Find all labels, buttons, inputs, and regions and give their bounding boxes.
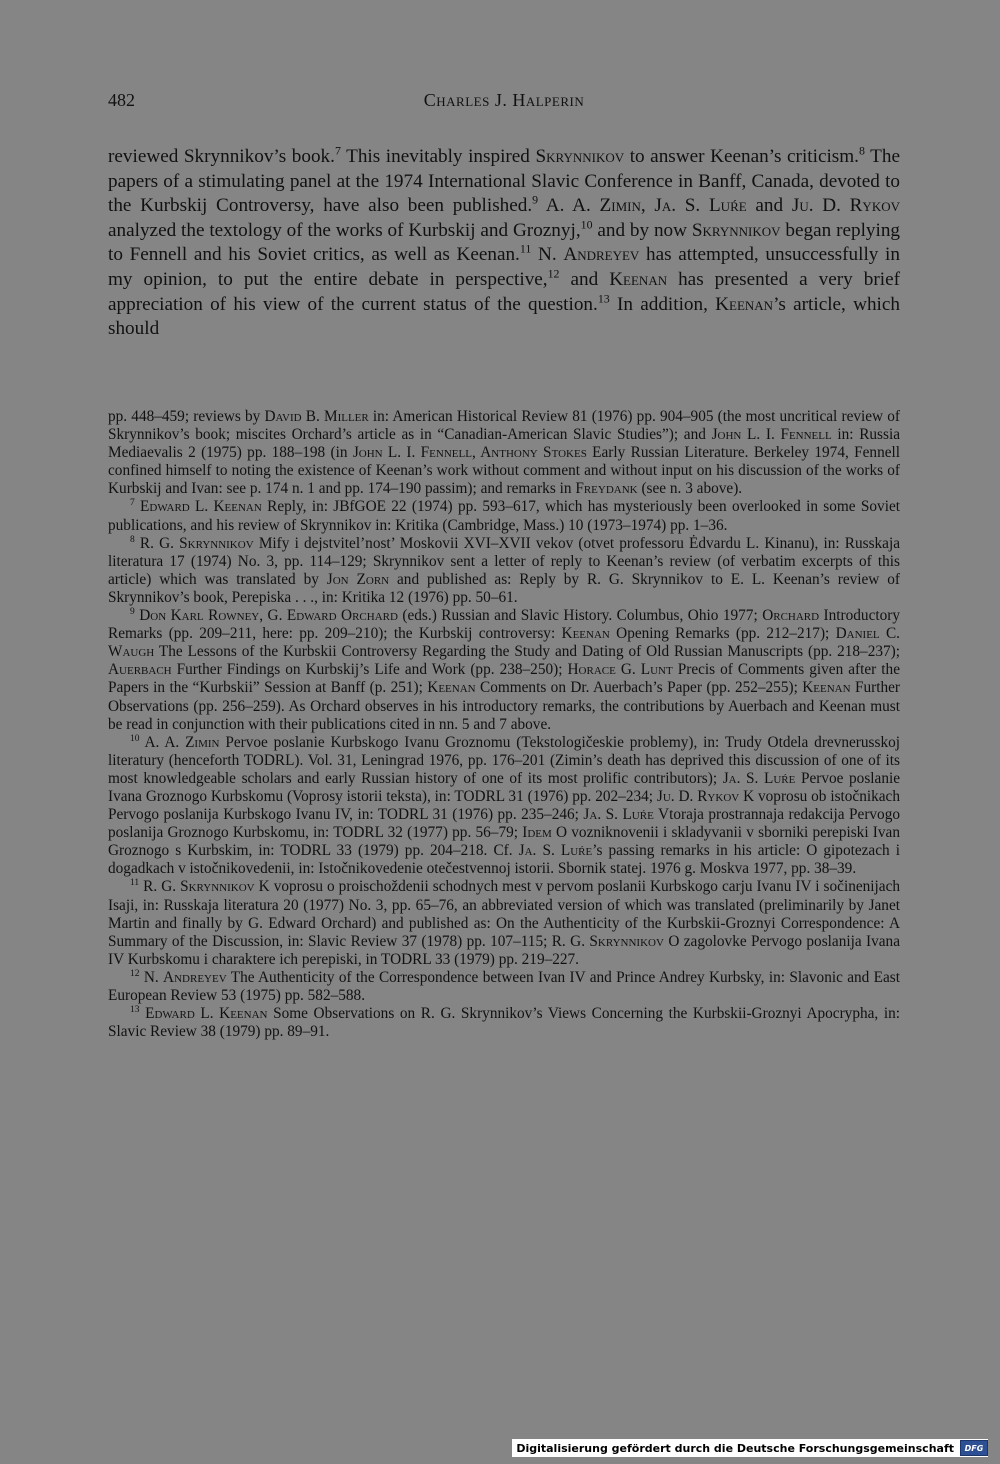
footnote [108, 734, 900, 879]
author-name: Keenan [802, 679, 851, 697]
text-run: Opening Remarks (pp. 212–217); [609, 625, 836, 643]
text-run: Vtoraja prostrannaja redakcija Pervogo poslanija Groznogo Kurbskomu, in: TODRL 32 (1977) pp. 56–79; [108, 806, 901, 842]
text-run: Pervoe poslanie Ivana Groznogo Kurbskomu (Voprosy istorii teksta), in: TODRL 31 (1976) pp. 202–234; [108, 769, 901, 805]
author-name: David B. Miller [264, 408, 369, 425]
author-name: Horace G. Lunt [567, 661, 673, 679]
author-name: Keenan [609, 268, 668, 290]
text-run: In addition, [609, 293, 716, 315]
author-name: Freydank [575, 480, 638, 498]
author-name: Ja. S. Luŕe [722, 769, 796, 787]
text-run: K voprosu ob istočnikach Pervogo poslanija Kurbskogo Ivanu IV, in: TODRL 31 (1976) pp. 235–246; [108, 787, 900, 824]
note-reference: 7 [130, 498, 135, 509]
author-name: Ja. S. Luŕe [518, 842, 593, 860]
text-run: The Lessons of the Kurbskii Controversy Regarding the Study and Dating of Old Russian Manuscripts (pp. 218–237); [154, 643, 900, 661]
author-name: Zimin [599, 195, 641, 217]
note-reference: 13 [130, 1005, 140, 1015]
text-run: A. A. [538, 195, 600, 217]
text-run: has presented a very brief appreciation of his view of the current status of the question. [108, 268, 900, 315]
note-reference: 12 [130, 968, 140, 979]
text-run: has attempted, unsuccessfully in my opinion, to put the entire debate in perspective, [108, 244, 900, 290]
author-name: Andreyev [563, 244, 640, 266]
text-run: Reply, in: JBfGOE 22 (1974) pp. 593–617, which has mysteriously been overlooked in some Soviet publications, and his review of Skrynnikov in: Kritika (Cambridge, Mass.) 10 (1973–1974) pp. 1–36. [108, 498, 900, 534]
text-run: Further Observations (pp. 256–259). As Orchard observes in his introductory remarks, the contributions by Auerbach and Keenan must be read in conjunction with their publications cited in nn. 5 and 7 above. [108, 679, 900, 733]
text-run: and published as: Reply by R. G. Skrynnikov to E. L. Keenan’s review of Skrynnikov’s book, Perepiska . . ., in: Kritika 12 (1976) pp. 50–61. [108, 570, 901, 606]
text-run: A. A. [139, 733, 186, 751]
author-name: Ju. D. Rykov [791, 195, 900, 217]
text-run: R. G. [139, 878, 181, 896]
page-number: 482 [108, 90, 135, 110]
author-name: Ja. S. Luŕe [654, 195, 747, 217]
author-name: Edward L. Keenan [145, 1005, 268, 1023]
footnote [108, 1005, 900, 1041]
author-name: Skrynnikov [535, 146, 625, 167]
text-run: This inevitably inspired [340, 146, 536, 167]
author-name: Skrynnikov [589, 932, 664, 950]
author-name: Keenan [561, 625, 610, 643]
text-run: Comments on Dr. Auerbach’s Paper (pp. 252–255); [475, 679, 803, 697]
note-reference: 11 [130, 878, 140, 889]
footnote [108, 607, 900, 734]
text-run: O zagolovke Pervogo poslanija Ivana IV Kurbskomu i charaktere ich perepiski, in TODRL 33 (1979) pp. 219–227. [108, 932, 900, 968]
author-name: Keenan [427, 679, 476, 697]
text-run: O vozniknovenii i skladyvanii v sborniki perepiski Ivan Groznogo s Kurbskim, in: TODRL 33 (1979) pp. 204–218. Cf. [108, 824, 900, 860]
digitization-credit [512, 1439, 988, 1457]
author-name: Don Karl Rowney, G. Edward Orchard [139, 607, 398, 625]
author-name: Andreyev [163, 968, 227, 986]
text-run: The papers of a stimulating panel at the 1974 International Slavic Conference in Banff, Canada, devoted to the Kurbskij Controversy, have also been published. [108, 146, 900, 217]
dfg-logo-icon: DFG [960, 1440, 988, 1456]
running-title: Charles J. Halperin [423, 90, 585, 110]
author-name: Orchard [762, 607, 820, 625]
text-run: and [559, 268, 610, 290]
text-run: K voprosu o proischoždenii schodnych mest v pervom poslanii Kurbskogo carju Ivanu IV i sočinenijach Isaji, in: Russkaja literatura 20 (1977) No. 3, pp. 65–76, an abbreviated version of which was translated (preliminarily by Janet Martin and finally by G. Edward Orchard) and published as: On the Authenticity of the Kurbskii-Groznyi Correspondence: A Summary of the Discussion, in: Slavic Review 37 (1978) pp. 107–115; R. G. [108, 878, 901, 950]
text-run: Pervoe poslanie Kurbskogo Ivanu Groznomu (Tekstologičeskie problemy), in: Trudy Otdela drevnerusskoj literatury (henceforth TODRL). Vol. 31, Leningrad 1976, pp. 176–201 (Zimin’s death has deprived this discussion of one of its most knowledgeable scholars and early Russian history of one of its most prolific contributors); [108, 733, 900, 787]
text-run: in: Russia Mediaevalis 2 (1975) pp. 188–198 (in [108, 426, 901, 462]
text-run: to answer Keenan’s criticism. [624, 146, 859, 167]
text-run: Precis of Comments given after the Papers in the “Kurbskii” Session at Banff (p. 251); [108, 661, 900, 697]
note-reference: 9 [130, 606, 135, 617]
text-run: pp. 448–459; reviews by [108, 408, 265, 425]
text-run: (see n. 3 above). [637, 480, 743, 498]
footnote [108, 878, 900, 968]
text-run: and [746, 195, 792, 217]
text-run: N. [531, 244, 564, 266]
note-reference: 10 [580, 217, 593, 232]
text-run: Mify i dejstvitel’nost’ Moskovii XVI–XVII vekov (otvet professoru Ėdvardu L. Kinanu), in: Russkaja literatura 17 (1974) No. 3, pp. 114–129; Skrynnikov sent a letter of reply to Keenan’s review (of verbatim excerpts of this article) which was translated by [108, 534, 900, 588]
author-name: Jon Zorn [326, 570, 390, 588]
text-run: ’s article, which should [108, 293, 901, 340]
footnote [108, 969, 900, 1005]
author-name: Idem [522, 824, 552, 842]
author-name: Ja. S. Luŕe [583, 806, 654, 824]
author-name: Zimin [185, 733, 220, 751]
note-reference: 12 [547, 266, 560, 281]
note-reference: 9 [532, 192, 539, 207]
author-name: Keenan [715, 293, 774, 315]
text-run: The Authenticity of the Correspondence between Ivan IV and Prince Andrey Kurbsky, in: Slavonic and East European Review 53 (1975) pp. 582–588. [108, 968, 900, 1004]
note-reference: 7 [334, 143, 341, 158]
text-run: (eds.) Russian and Slavic History. Columbus, Ohio 1977; [397, 607, 763, 625]
note-reference: 10 [130, 733, 140, 744]
text-run: reviewed Skrynnikov’s book. [108, 146, 335, 167]
note-reference: 11 [519, 241, 532, 256]
author-name: R. G. Skrynnikov [139, 534, 254, 552]
text-run: Further Findings on Kurbskij’s Life and Work (pp. 238–250); [171, 661, 568, 679]
note-reference: 13 [597, 291, 610, 306]
text-run: N. [139, 968, 164, 986]
footnote-continuation [108, 408, 900, 498]
author-name: Ju. D. Rykov [656, 787, 740, 805]
text-run: and by now [592, 219, 692, 241]
footnotes-section [108, 408, 900, 1041]
author-name: John L. I. Fennell, Anthony Stokes [352, 444, 587, 462]
text-run: in: American Historical Review 81 (1976) pp. 904–905 (the most uncritical review of Skrynnikov’s book; miscites Orchard’s article as in “Canadian-American Slavic Studies”); and [108, 408, 901, 444]
text-run: began replying to Fennell and his Soviet critics, as well as Keenan. [108, 219, 901, 266]
note-reference: 8 [858, 143, 865, 158]
text-run: ’s passing remarks in his article: O gipotezach i dogadkach v istočnikovedenii, in: Istočnikovedenie otečestvennoj istorii. Sbornik statej. 1976 g. Moskva 1977, pp. 38–39. [108, 842, 900, 878]
note-reference: 8 [130, 534, 135, 545]
running-header [108, 90, 900, 116]
author-name: John L. I. Fennell [711, 426, 832, 444]
footnote [108, 498, 900, 534]
text-run: analyzed the textology of the works of Kurbskij and Groznyj, [108, 219, 581, 241]
footnote [108, 535, 900, 607]
text-run: Introductory Remarks (pp. 209–211, here: pp. 209–210); the Kurbskij controversy: [108, 607, 901, 643]
text-run: Some Observations on R. G. Skrynnikov’s Views Concerning the Kurbskii-Groznyi Apocrypha, in: Slavic Review 38 (1979) pp. 89–91. [108, 1005, 900, 1041]
text-run: Early Russian Literature. Berkeley 1974, Fennell confined himself to noting the existence of Keenan’s work without comment and without input on his discussion of the works of Kurbskij and Ivan: see p. 174 n. 1 and pp. 174–190 passim); and remarks in [108, 444, 901, 498]
author-name: Auerbach [108, 661, 172, 679]
body-paragraph [108, 145, 900, 342]
author-name: Daniel C. Waugh [108, 625, 900, 661]
funding-notice: Digitalisierung gefördert durch die Deutsche Forschungsgemeinschaft [516, 1441, 954, 1455]
text-run: , [640, 195, 655, 217]
author-name: Skrynnikov [691, 219, 781, 241]
author-name: Edward L. Keenan [140, 498, 262, 516]
author-name: Skrynnikov [180, 878, 255, 896]
